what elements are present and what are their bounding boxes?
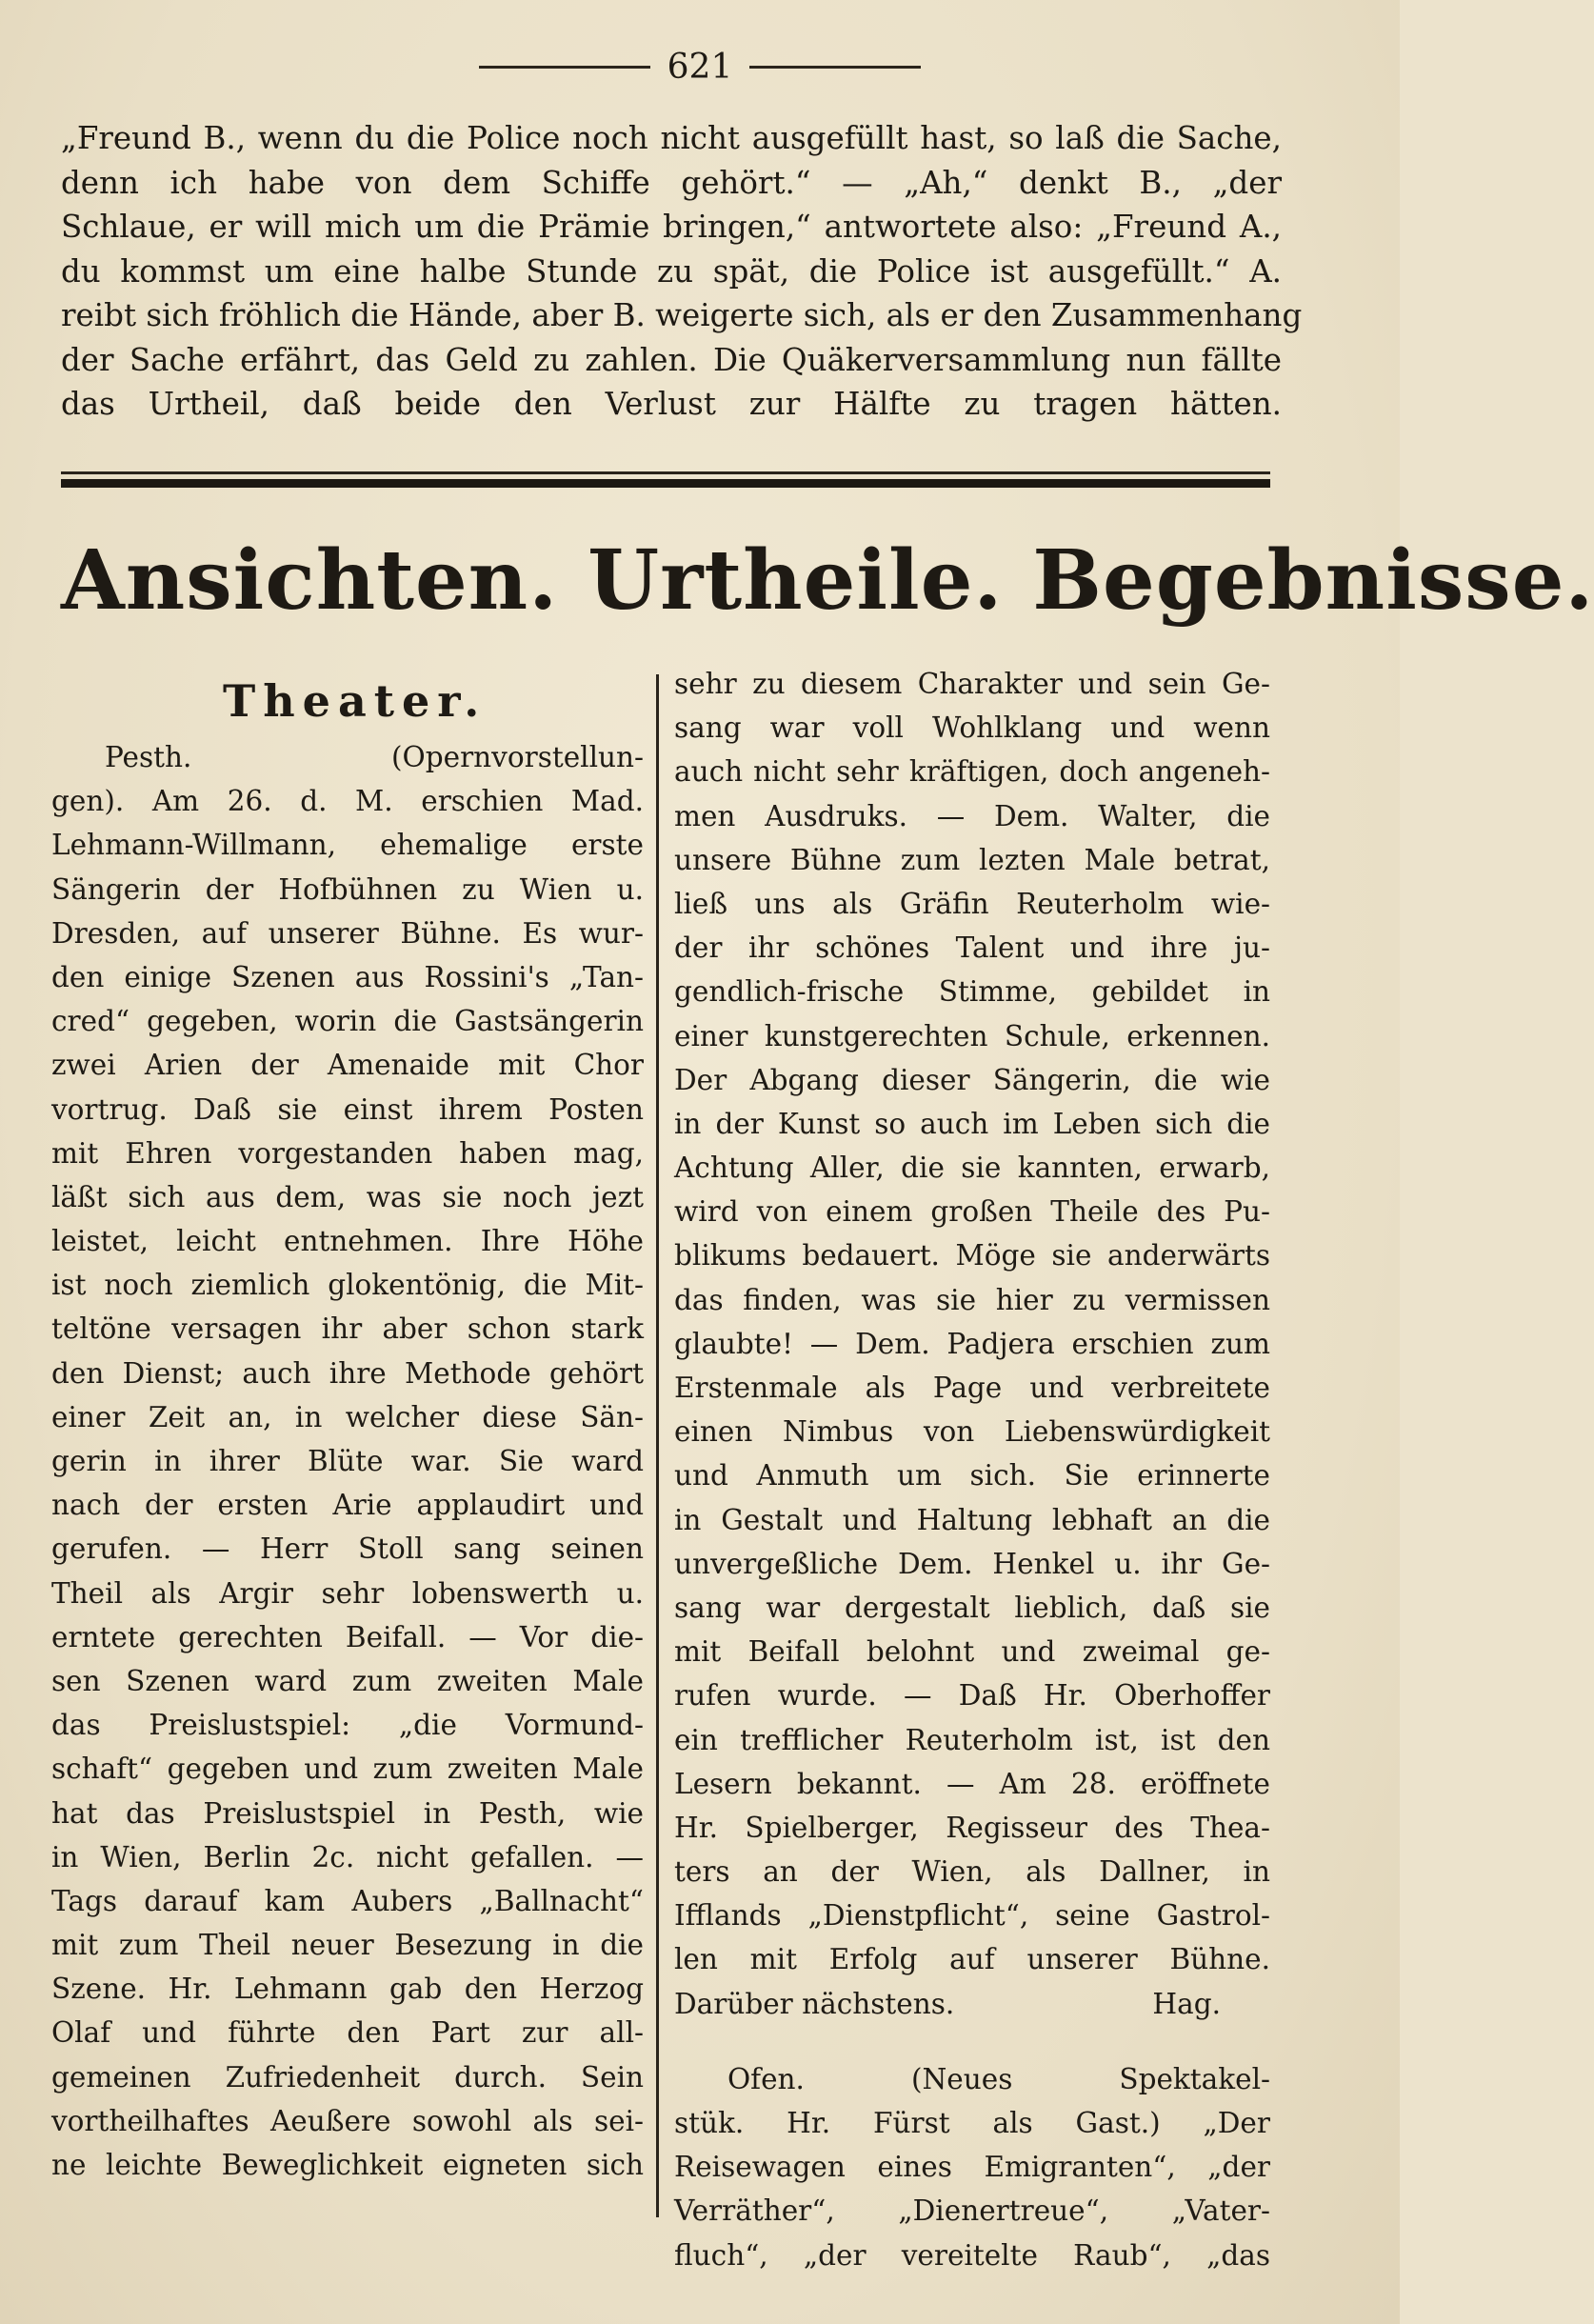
text-line: Erstenmale als Page und verbreitete — [674, 1372, 1270, 1404]
text-line: Verräther“, „Dienertreue“, „Vater- — [674, 2194, 1270, 2228]
text-line: ließ uns als Gräfin Reuterholm wie- — [674, 887, 1270, 920]
text-line: Schlaue, er will mich um die Prämie bringen,“ antwortete also: „Freund A., — [61, 209, 1282, 245]
text-line: in Wien, Berlin 2c. nicht gefallen. — — [51, 1840, 644, 1873]
text-line: sang war voll Wohlklang und wenn — [674, 711, 1270, 745]
text-line: gen). Am 26. d. M. erschien Mad. — [51, 785, 644, 818]
text-line: das Urtheil, daß beide den Verlust zur Hälfte zu tragen hätten. — [61, 386, 1282, 422]
text-line: läßt sich aus dem, was sie noch jezt — [51, 1180, 644, 1213]
text-line: ein trefflicher Reuterholm ist, ist den — [674, 1723, 1270, 1756]
text-line: schaft“ gegeben und zum zweiten Male — [51, 1753, 644, 1786]
author-signature: Hag. — [1152, 1987, 1221, 2020]
text-line: Szene. Hr. Lehmann gab den Herzog — [51, 1973, 644, 2006]
text-line: du kommst um eine halbe Stunde zu spät, die Police ist ausgefüllt.“ A. — [61, 252, 1282, 290]
text-line: vortrug. Daß sie einst ihrem Posten — [51, 1092, 644, 1126]
text-line: mit Beifall belohnt und zweimal ge- — [674, 1635, 1270, 1669]
divider-thin-rule — [61, 471, 1270, 474]
text-line: Hr. Spielberger, Regisseur des Thea- — [674, 1811, 1270, 1844]
text-line: wird von einem großen Theile des Pu- — [674, 1195, 1270, 1229]
text-line: der ihr schönes Talent und ihre ju- — [674, 932, 1270, 965]
text-line: Achtung Aller, die sie kannten, erwarb, — [674, 1152, 1270, 1185]
text-line: ne leichte Beweglichkeit eigneten sich — [51, 2149, 644, 2181]
right-column-text — [674, 662, 1270, 1982]
text-line: denn ich habe von dem Schiffe gehört.“ — „Ah,“ denkt B., „der — [61, 164, 1282, 201]
text-line: men Ausdruks. — Dem. Walter, die — [674, 799, 1270, 832]
text-line: einer kunstgerechten Schule, erkennen. — [674, 1019, 1270, 1052]
text-line: Theil als Argir sehr lobenswerth u. — [51, 1576, 644, 1610]
text-line: in der Kunst so auch im Leben sich die — [674, 1107, 1270, 1140]
right-column — [674, 662, 1270, 2277]
text-line: Pesth. (Opernvorstellun- — [105, 741, 644, 773]
closing-line — [674, 1982, 1270, 2026]
closing-text: Darüber nächstens. — [674, 1987, 955, 2020]
text-line: stük. Hr. Fürst als Gast.) „Der — [674, 2107, 1270, 2139]
text-line: Lesern bekannt. — Am 28. eröffnete — [674, 1767, 1270, 1800]
text-line: mit Ehren vorgestanden haben mag, — [51, 1136, 644, 1170]
text-line: Sängerin der Hofbühnen zu Wien u. — [51, 872, 644, 906]
text-line: nach der ersten Arie applaudirt und — [51, 1489, 644, 1522]
text-line: sen Szenen ward zum zweiten Male — [51, 1664, 644, 1697]
text-line: Lehmann-Willmann, ehemalige erste — [51, 829, 644, 862]
text-line: ters an der Wien, als Dallner, in — [674, 1855, 1270, 1889]
text-line: fluch“, „der vereitelte Raub“, „das — [674, 2238, 1270, 2272]
text-line: das Preislustspiel: „die Vormund- — [51, 1709, 644, 1742]
text-line: gerufen. — Herr Stoll sang seinen — [51, 1533, 644, 1566]
text-line: reibt sich fröhlich die Hände, aber B. weigerte sich, als er den Zusammenhang — [61, 297, 1303, 333]
text-line: len mit Erfolg auf unserer Bühne. — [674, 1943, 1270, 1976]
text-line: cred“ gegeben, worin die Gastsängerin — [51, 1005, 644, 1038]
text-line: gendlich-frische Stimme, gebildet in — [674, 975, 1270, 1009]
text-line: das finden, was sie hier zu vermissen — [674, 1283, 1270, 1316]
text-line: Ifflands „Dienstpflicht“, seine Gastrol- — [674, 1899, 1270, 1933]
text-line: glaubte! — Dem. Padjera erschien zum — [674, 1327, 1270, 1360]
text-line: der Sache erfährt, das Geld zu zahlen. Die Quäkerversammlung nun fällte — [61, 341, 1282, 378]
text-line: hat das Preislustspiel in Pesth, wie — [51, 1796, 644, 1830]
left-column-text — [51, 735, 644, 2187]
text-line: sehr zu diesem Charakter und sein Ge- — [674, 668, 1270, 700]
text-line: gerin in ihrer Blüte war. Sie ward — [51, 1445, 644, 1477]
intro-paragraph — [61, 116, 1303, 427]
column-divider — [656, 674, 659, 2217]
text-line: Ofen. (Neues Spektakel- — [727, 2062, 1270, 2095]
section-divider — [61, 471, 1270, 488]
text-line: blikums bedauert. Möge sie anderwärts — [674, 1239, 1270, 1272]
text-line: auch nicht sehr kräftigen, doch angeneh- — [674, 755, 1270, 789]
text-line: Reisewagen eines Emigranten“, „der — [674, 2151, 1270, 2184]
header-rule-left — [479, 66, 650, 69]
text-line: einer Zeit an, in welcher diese Sän- — [51, 1400, 644, 1433]
text-line: ist noch ziemlich glokentönig, die Mit- — [51, 1269, 644, 1302]
text-line: teltöne versagen ihr aber schon stark — [51, 1312, 644, 1346]
text-line: sang war dergestalt lieblich, daß sie — [674, 1591, 1270, 1624]
text-line: Tags darauf kam Aubers „Ballnacht“ — [51, 1884, 644, 1917]
text-line: leistet, leicht entnehmen. Ihre Höhe — [51, 1225, 644, 1258]
text-line: den Dienst; auch ihre Methode gehört — [51, 1356, 644, 1390]
text-line: in Gestalt und Haltung lebhaft an die — [674, 1503, 1270, 1536]
text-line: Der Abgang dieser Sängerin, die wie — [674, 1063, 1270, 1096]
section-title: Ansichten. Urtheile. Begebnisse. — [61, 532, 1594, 629]
text-line: und Anmuth um sich. Sie erinnerte — [674, 1459, 1270, 1493]
page-number-header — [0, 48, 1400, 87]
header-rule-right — [749, 66, 921, 69]
text-line: einen Nimbus von Liebenswürdigkeit — [674, 1415, 1270, 1449]
divider-thick-rule — [61, 479, 1270, 488]
ofen-paragraph — [674, 2057, 1270, 2277]
page-number: 621 — [667, 48, 733, 87]
text-line: Olaf und führte den Part zur all- — [51, 2016, 644, 2050]
text-line: unvergeßliche Dem. Henkel u. ihr Ge- — [674, 1547, 1270, 1580]
text-line: mit zum Theil neuer Besezung in die — [51, 1929, 644, 1962]
left-column — [51, 667, 644, 2187]
text-line: vortheilhaftes Aeußere sowohl als sei- — [51, 2104, 644, 2137]
text-line: Dresden, auf unserer Bühne. Es wur- — [51, 916, 644, 950]
text-line: „Freund B., wenn du die Police noch nicht ausgefüllt hast, so laß die Sache, — [61, 120, 1282, 156]
text-line: rufen wurde. — Daß Hr. Oberhoffer — [674, 1679, 1270, 1713]
text-line: gemeinen Zufriedenheit durch. Sein — [51, 2060, 644, 2094]
text-line: unsere Bühne zum lezten Male betrat, — [674, 843, 1270, 876]
text-line: zwei Arien der Amenaide mit Chor — [51, 1049, 644, 1082]
text-line: erntete gerechten Beifall. — Vor die- — [51, 1620, 644, 1653]
column-heading: Theater. — [223, 675, 488, 727]
text-line: den einige Szenen aus Rossini's „Tan- — [51, 960, 644, 993]
